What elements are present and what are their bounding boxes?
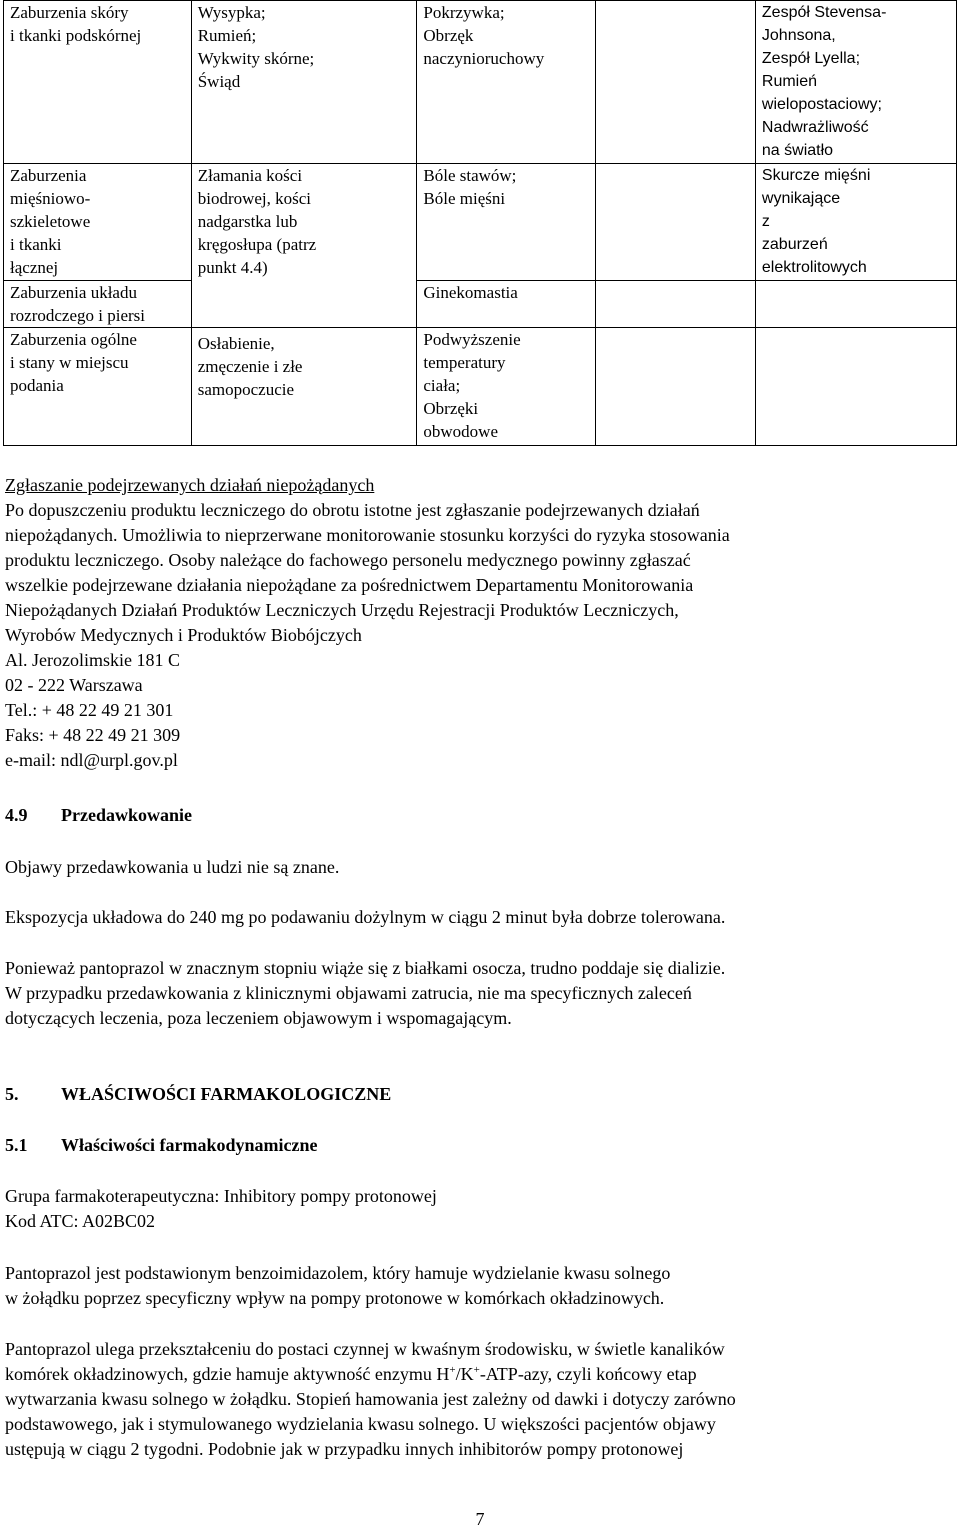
reporting-line: wszelkie podejrzewane działania niepożądane za pośrednictwem Departamentu Monitorowania	[5, 575, 694, 595]
paragraph-line: podstawowego, jak i stymulowanego wydzielania kwasu solnego. U większości pacjentów objawy	[5, 1414, 716, 1434]
table-cell	[417, 281, 595, 328]
section-5-1-heading	[5, 1133, 955, 1158]
overdose-paragraph	[5, 855, 955, 880]
table-cell-empty	[755, 328, 956, 446]
address-city: 02 - 222 Warszawa	[5, 675, 143, 695]
address-phone: Tel.: + 48 22 49 21 301	[5, 700, 174, 720]
organ-class-musculoskeletal: Zaburzenia mięśniowo- szkieletowe i tkanki łącznej	[10, 166, 91, 277]
section-number: 5.	[5, 1084, 19, 1104]
section-number: 4.9	[5, 805, 28, 825]
paragraph-line: Pantoprazol ulega przekształceniu do postaci czynnej w kwaśnym środowisku, w świetle kanalików	[5, 1339, 725, 1359]
table-cell	[4, 281, 192, 328]
cell-text: Skurcze mięśni wynikające z zaburzeń elektrolitowych	[761, 167, 871, 276]
superscript: +	[449, 1364, 456, 1376]
table-cell-empty	[595, 328, 755, 446]
adverse-effects-table	[3, 0, 957, 446]
address-fax: Faks: + 48 22 49 21 309	[5, 725, 181, 745]
reporting-line: Wyrobów Medycznych i Produktów Biobójczych	[5, 625, 362, 645]
paragraph-line: Grupa farmakoterapeutyczna: Inhibitory pompy protonowej	[5, 1186, 437, 1206]
section-title: Właściwości farmakodynamiczne	[61, 1135, 318, 1155]
table-row	[4, 1, 957, 164]
table-cell	[4, 164, 192, 281]
table-cell	[755, 164, 956, 281]
table-cell-empty	[755, 281, 956, 328]
table-cell	[417, 1, 595, 164]
paragraph-line: dotyczących leczenia, poza leczeniem objawowym i wspomagającym.	[5, 1008, 512, 1028]
superscript: +	[473, 1364, 480, 1376]
reporting-line: niepożądanych. Umożliwia to nieprzerwane monitorowanie stosunku korzyści do ryzyka stosowania	[5, 525, 730, 545]
table-cell	[417, 328, 595, 446]
pharmacodynamics-paragraph	[5, 1337, 955, 1462]
organ-class-reproductive: Zaburzenia układu rozrodczego i piersi	[10, 283, 145, 325]
table-cell	[191, 328, 417, 446]
section-5-heading	[5, 1082, 955, 1107]
table-cell-empty	[595, 1, 755, 164]
address-street: Al. Jerozolimskie 181 C	[5, 650, 180, 670]
atc-code: Kod ATC: A02BC02	[5, 1211, 156, 1231]
reporting-line: produktu leczniczego. Osoby należące do fachowego personelu medycznego powinny zgłaszać	[5, 550, 691, 570]
paragraph-line: W przypadku przedawkowania z klinicznymi objawami zatrucia, nie ma specyficznych zaleceń	[5, 983, 692, 1003]
table-cell	[417, 164, 595, 281]
cell-text: Ginekomastia	[423, 283, 518, 302]
table-cell-empty	[595, 164, 755, 281]
table-cell	[191, 164, 417, 328]
section-4-9-heading	[5, 803, 955, 828]
reporting-line: Po dopuszczeniu produktu leczniczego do obrotu istotne jest zgłaszanie podejrzewanych działań	[5, 500, 700, 520]
paragraph-line: w żołądku poprzez specyficzny wpływ na pompy protonowe w komórkach okładzinowych.	[5, 1288, 665, 1308]
table-row	[4, 164, 957, 281]
cell-text: Pokrzywka; Obrzęk naczynioruchowy	[423, 3, 545, 68]
overdose-paragraph	[5, 956, 955, 1031]
cell-text: Zespół Stevensa- Johnsona, Zespół Lyella; Rumień wielopostaciowy; Nadwrażliwość na światło	[761, 4, 887, 159]
cell-text: Wysypka; Rumień; Wykwity skórne; Świąd	[197, 3, 315, 91]
paragraph-line: Ekspozycja układowa do 240 mg po podawaniu dożylnym w ciągu 2 minut była dobrze tolerowana.	[5, 907, 726, 927]
organ-class-general: Zaburzenia ogólne i stany w miejscu podania	[10, 330, 137, 395]
cell-text: Złamania kości biodrowej, kości nadgarstka lub kręgosłupa (patrz punkt 4.4)	[197, 166, 317, 277]
organ-class-skin: Zaburzenia skóry i tkanki podskórnej	[10, 3, 142, 45]
table-cell	[4, 1, 192, 164]
table-cell	[755, 1, 956, 164]
pharmacodynamics-paragraph	[5, 1261, 955, 1311]
table-row	[4, 328, 957, 446]
text-run: /K	[455, 1364, 474, 1384]
pharmacotherapeutic-group	[5, 1184, 955, 1234]
table-row	[4, 281, 957, 328]
overdose-paragraph	[5, 905, 955, 930]
table-cell	[191, 1, 417, 164]
paragraph-line: Ponieważ pantoprazol w znacznym stopniu wiąże się z białkami osocza, trudno poddaje się dializie.	[5, 958, 726, 978]
paragraph-line: Objawy przedawkowania u ludzi nie są znane.	[5, 857, 340, 877]
reporting-heading: Zgłaszanie podejrzewanych działań niepożądanych	[5, 475, 375, 495]
cell-text: Bóle stawów; Bóle mięśni	[423, 166, 517, 208]
address-email: e-mail: ndl@urpl.gov.pl	[5, 750, 178, 770]
table-cell	[4, 328, 192, 446]
cell-text: Podwyższenie temperatury ciała; Obrzęki obwodowe	[423, 330, 521, 441]
paragraph-line	[5, 1362, 955, 1387]
text-run: komórek okładzinowych, gdzie hamuje aktywność enzymu H	[5, 1364, 450, 1384]
paragraph-line: wytwarzania kwasu solnego w żołądku. Stopień hamowania jest zależny od dawki i dotyczy zarówno	[5, 1389, 736, 1409]
paragraph-line: ustępują w ciągu 2 tygodni. Podobnie jak w przypadku innych inhibitorów pompy protonowej	[5, 1439, 684, 1459]
text-run: -ATP-azy, czyli końcowy etap	[479, 1364, 697, 1384]
reporting-section	[5, 473, 955, 773]
table-cell-empty	[595, 281, 755, 328]
page-number: 7	[475, 1509, 485, 1529]
cell-text: Osłabienie, zmęczenie i złe samopoczucie	[197, 334, 303, 399]
reporting-line: Niepożądanych Działań Produktów Leczniczych Urzędu Rejestracji Produktów Leczniczych,	[5, 600, 679, 620]
section-number: 5.1	[5, 1135, 28, 1155]
section-title: WŁAŚCIWOŚCI FARMAKOLOGICZNE	[61, 1084, 392, 1104]
section-title: Przedawkowanie	[61, 805, 192, 825]
paragraph-line: Pantoprazol jest podstawionym benzoimidazolem, który hamuje wydzielanie kwasu solnego	[5, 1263, 671, 1283]
